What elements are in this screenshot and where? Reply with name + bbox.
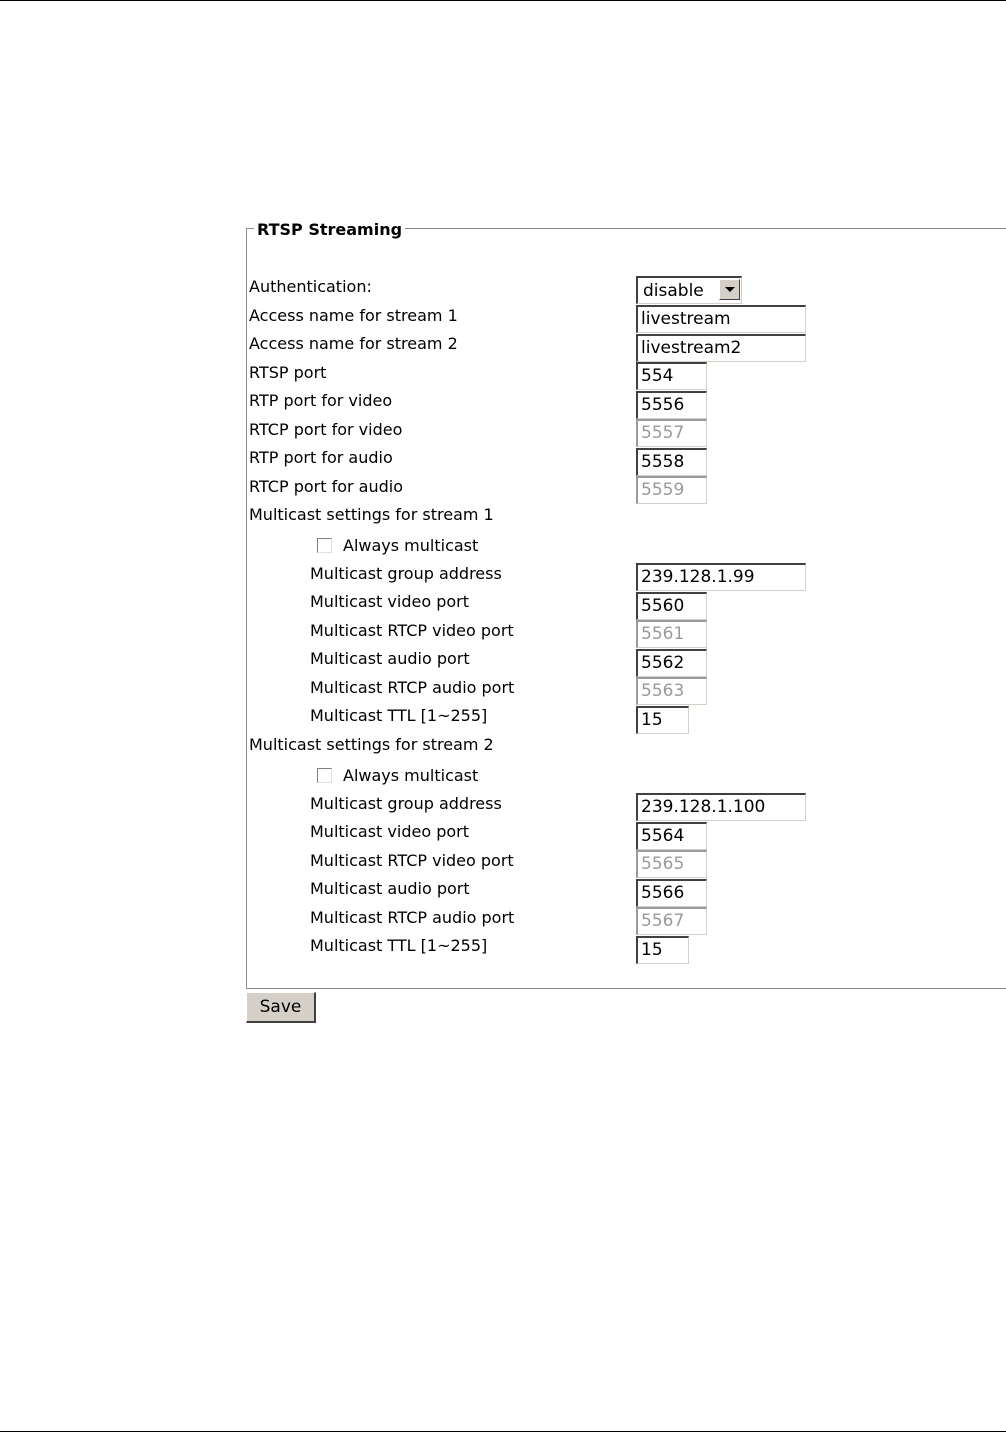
access-name-2-input[interactable]: livestream2	[636, 334, 806, 362]
access-name-2-label: Access name for stream 2	[249, 334, 458, 353]
multicast-1-rtcp-audio-port-label: Multicast RTCP audio port	[310, 678, 515, 697]
access-name-1-label: Access name for stream 1	[249, 306, 458, 325]
multicast-1-audio-port-label: Multicast audio port	[310, 649, 470, 668]
access-name-1-input[interactable]: livestream	[636, 305, 806, 333]
multicast-2-rtcp-audio-port-label: Multicast RTCP audio port	[310, 908, 515, 927]
multicast-1-ttl-input[interactable]: 15	[636, 706, 689, 734]
save-button[interactable]: Save	[246, 992, 316, 1023]
authentication-selected-value: disable	[643, 281, 704, 301]
rtp-audio-port-input[interactable]: 5558	[636, 448, 707, 476]
multicast-1-video-port-input[interactable]: 5560	[636, 592, 707, 620]
multicast-1-rtcp-video-port-input: 5561	[636, 620, 707, 648]
multicast-2-always-checkbox[interactable]	[317, 768, 332, 783]
authentication-label: Authentication:	[249, 277, 372, 296]
bottom-rule	[0, 1431, 1006, 1432]
multicast-1-rtcp-audio-port-input: 5563	[636, 677, 707, 705]
rtcp-audio-port-label: RTCP port for audio	[249, 477, 403, 496]
section-title: RTSP Streaming	[254, 219, 405, 241]
multicast-2-always-label[interactable]: Always multicast	[343, 766, 479, 785]
multicast-1-rtcp-video-port-label: Multicast RTCP video port	[310, 621, 514, 640]
multicast-2-rtcp-audio-port-input: 5567	[636, 907, 707, 935]
multicast-1-group-address-label: Multicast group address	[310, 564, 502, 583]
rtcp-video-port-label: RTCP port for video	[249, 420, 403, 439]
chevron-down-icon[interactable]	[719, 279, 740, 300]
multicast-2-rtcp-video-port-input: 5565	[636, 850, 707, 878]
multicast-1-video-port-label: Multicast video port	[310, 592, 469, 611]
rtp-video-port-input[interactable]: 5556	[636, 391, 707, 419]
multicast-2-video-port-input[interactable]: 5564	[636, 822, 707, 850]
multicast-2-audio-port-label: Multicast audio port	[310, 879, 470, 898]
rtcp-audio-port-input: 5559	[636, 476, 707, 504]
multicast-2-group-address-label: Multicast group address	[310, 794, 502, 813]
rtsp-port-label: RTSP port	[249, 363, 327, 382]
rtp-video-port-label: RTP port for video	[249, 391, 393, 410]
multicast-2-video-port-label: Multicast video port	[310, 822, 469, 841]
multicast-1-audio-port-input[interactable]: 5562	[636, 649, 707, 677]
multicast-1-always-checkbox[interactable]	[317, 538, 332, 553]
multicast-2-ttl-label: Multicast TTL [1~255]	[310, 936, 488, 955]
multicast-2-rtcp-video-port-label: Multicast RTCP video port	[310, 851, 514, 870]
multicast-2-audio-port-input[interactable]: 5566	[636, 879, 707, 907]
multicast-1-heading: Multicast settings for stream 1	[249, 505, 494, 524]
authentication-select[interactable]	[636, 276, 742, 304]
multicast-2-heading: Multicast settings for stream 2	[249, 735, 494, 754]
rtsp-port-input[interactable]: 554	[636, 362, 707, 390]
multicast-1-ttl-label: Multicast TTL [1~255]	[310, 706, 488, 725]
top-rule	[0, 0, 1006, 1]
rtcp-video-port-input: 5557	[636, 419, 707, 447]
rtp-audio-port-label: RTP port for audio	[249, 448, 393, 467]
multicast-2-ttl-input[interactable]: 15	[636, 936, 689, 964]
multicast-1-group-address-input[interactable]: 239.128.1.99	[636, 563, 806, 591]
multicast-2-group-address-input[interactable]: 239.128.1.100	[636, 793, 806, 821]
multicast-1-always-label[interactable]: Always multicast	[343, 536, 479, 555]
